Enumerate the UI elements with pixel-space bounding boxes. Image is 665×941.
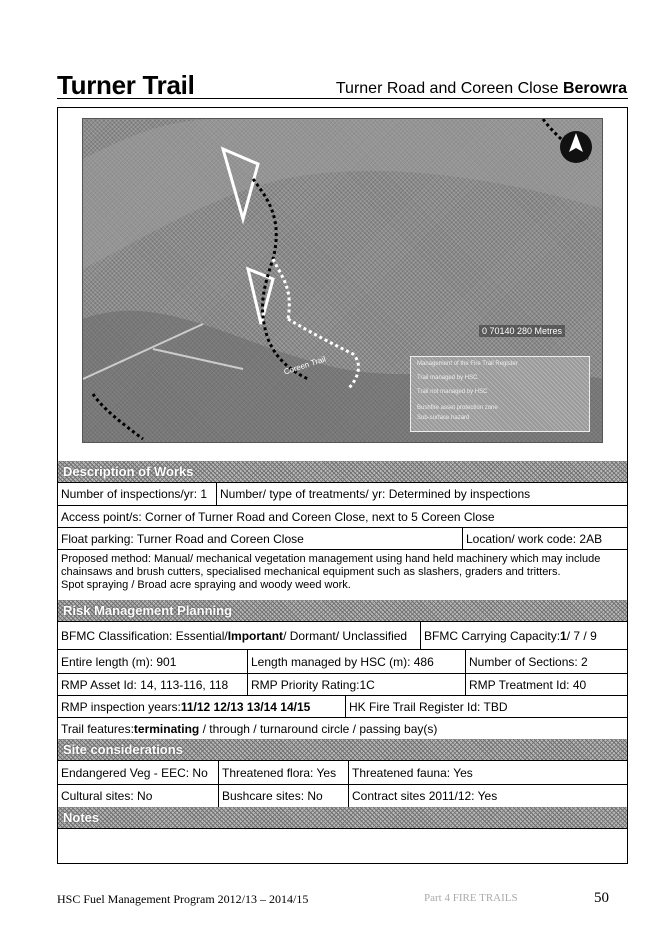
- contract-cell: Contract sites 2011/12: Yes: [348, 785, 627, 807]
- legend-item: Management of the Fire Trail Register: [417, 361, 518, 367]
- location-code-cell: Location/ work code: 2AB: [462, 528, 627, 549]
- access-cell: Access point/s: Corner of Turner Road and Coreen Close, next to 5 Coreen Close: [61, 509, 495, 524]
- title-rule: [57, 98, 628, 99]
- section-header-risk: Risk Management Planning: [58, 600, 627, 621]
- legend-item: Sub-surface hazard: [417, 415, 470, 421]
- cultural-cell: Cultural sites: No: [61, 789, 153, 803]
- legend-item: Trail not managed by HSC: [417, 389, 488, 395]
- footer-part: Part 4 FIRE TRAILS: [424, 892, 518, 904]
- site-row-1: [58, 760, 627, 784]
- risk-row-classification: [58, 621, 627, 649]
- page-title: Turner Trail: [57, 70, 195, 100]
- notes-area: [58, 828, 627, 864]
- inspection-years-cell: [58, 696, 345, 717]
- flora-cell: Threatened flora: Yes: [218, 761, 348, 784]
- hk-register-cell: HK Fire Trail Register Id: TBD: [345, 696, 627, 717]
- works-row-inspections: [58, 482, 627, 505]
- treatment-id-cell: RMP Treatment Id: 40: [465, 674, 627, 695]
- works-row-proposed: [58, 549, 627, 600]
- capacity-selected: 1: [560, 628, 567, 643]
- footer-program: HSC Fuel Management Program 2012/13 – 2014/15: [57, 892, 309, 906]
- classification-prefix: BFMC Classification: Essential/: [61, 628, 228, 643]
- site-row-2: [58, 784, 627, 807]
- map-scale-bar: 0 70140 280 Metres: [479, 325, 565, 337]
- classification-suffix: / Dormant/ Unclassified: [283, 628, 408, 643]
- treatments-cell: Number/ type of treatments/ yr: Determined by inspections: [216, 483, 627, 505]
- section-header-site: Site considerations: [58, 739, 627, 760]
- inspections-cell: Number of inspections/yr: 1: [61, 487, 208, 501]
- eec-cell: Endangered Veg - EEC: No: [61, 765, 208, 780]
- risk-row-rmp: [58, 673, 627, 695]
- proposed-method-line: chainsaws and brush cutters, specialised mechanical equipment such as slashers, graders and tritters.: [61, 566, 561, 578]
- risk-row-features: [58, 717, 627, 739]
- asset-id-cell: RMP Asset Id: 14, 113-116, 118: [61, 677, 229, 692]
- float-parking-cell: Float parking: Turner Road and Coreen Close: [61, 531, 304, 546]
- map-legend: [410, 356, 590, 432]
- features-selected: terminating: [133, 721, 200, 736]
- page-number: 50: [594, 890, 609, 906]
- bfmc-capacity-cell: [420, 622, 627, 649]
- location-heading: [336, 80, 627, 98]
- proposed-method-line: Spot spraying / Broad acre spraying and woody weed work.: [61, 579, 351, 591]
- location-suburb: Berowra: [562, 80, 627, 97]
- trail-map: [82, 118, 603, 443]
- section-header-notes: Notes: [58, 807, 627, 828]
- works-row-access: [58, 505, 627, 527]
- proposed-method-line: Proposed method: Manual/ mechanical vegetation management using hand held machinery which may include: [61, 553, 601, 565]
- capacity-suffix: / 7 / 9: [566, 628, 597, 643]
- fauna-cell: Threatened fauna: Yes: [348, 761, 627, 784]
- risk-row-length: [58, 649, 627, 673]
- risk-row-inspection-years: [58, 695, 627, 717]
- location-roads: Turner Road and Coreen Close: [335, 80, 559, 97]
- bushcare-cell: Bushcare sites: No: [218, 785, 348, 807]
- capacity-prefix: BFMC Carrying Capacity:: [424, 628, 561, 643]
- bfmc-classification-cell: [58, 622, 420, 649]
- priority-cell: RMP Priority Rating:1C: [247, 674, 465, 695]
- entire-length-cell: Entire length (m): 901: [61, 654, 177, 669]
- trail-features-cell: [58, 718, 627, 739]
- section-header-description: Description of Works: [58, 461, 627, 482]
- trail-map-label: Coreen Trail: [282, 354, 327, 377]
- legend-item: Trail managed by HSC: [417, 375, 478, 381]
- features-suffix: / through / turnaround circle / passing bay(s): [199, 721, 438, 736]
- north-arrow-icon: [560, 131, 592, 163]
- features-prefix: Trail features:: [61, 721, 134, 736]
- legend-item: Bushfire asset protection zone: [417, 405, 498, 411]
- sections-cell: Number of Sections: 2: [465, 650, 627, 673]
- inspection-years-prefix: RMP inspection years:: [61, 699, 181, 714]
- inspection-years-value: 11/12 12/13 13/14 14/15: [180, 699, 311, 714]
- works-row-parking: [58, 527, 627, 549]
- classification-selected: Important: [227, 628, 284, 643]
- length-managed-cell: Length managed by HSC (m): 486: [247, 650, 465, 673]
